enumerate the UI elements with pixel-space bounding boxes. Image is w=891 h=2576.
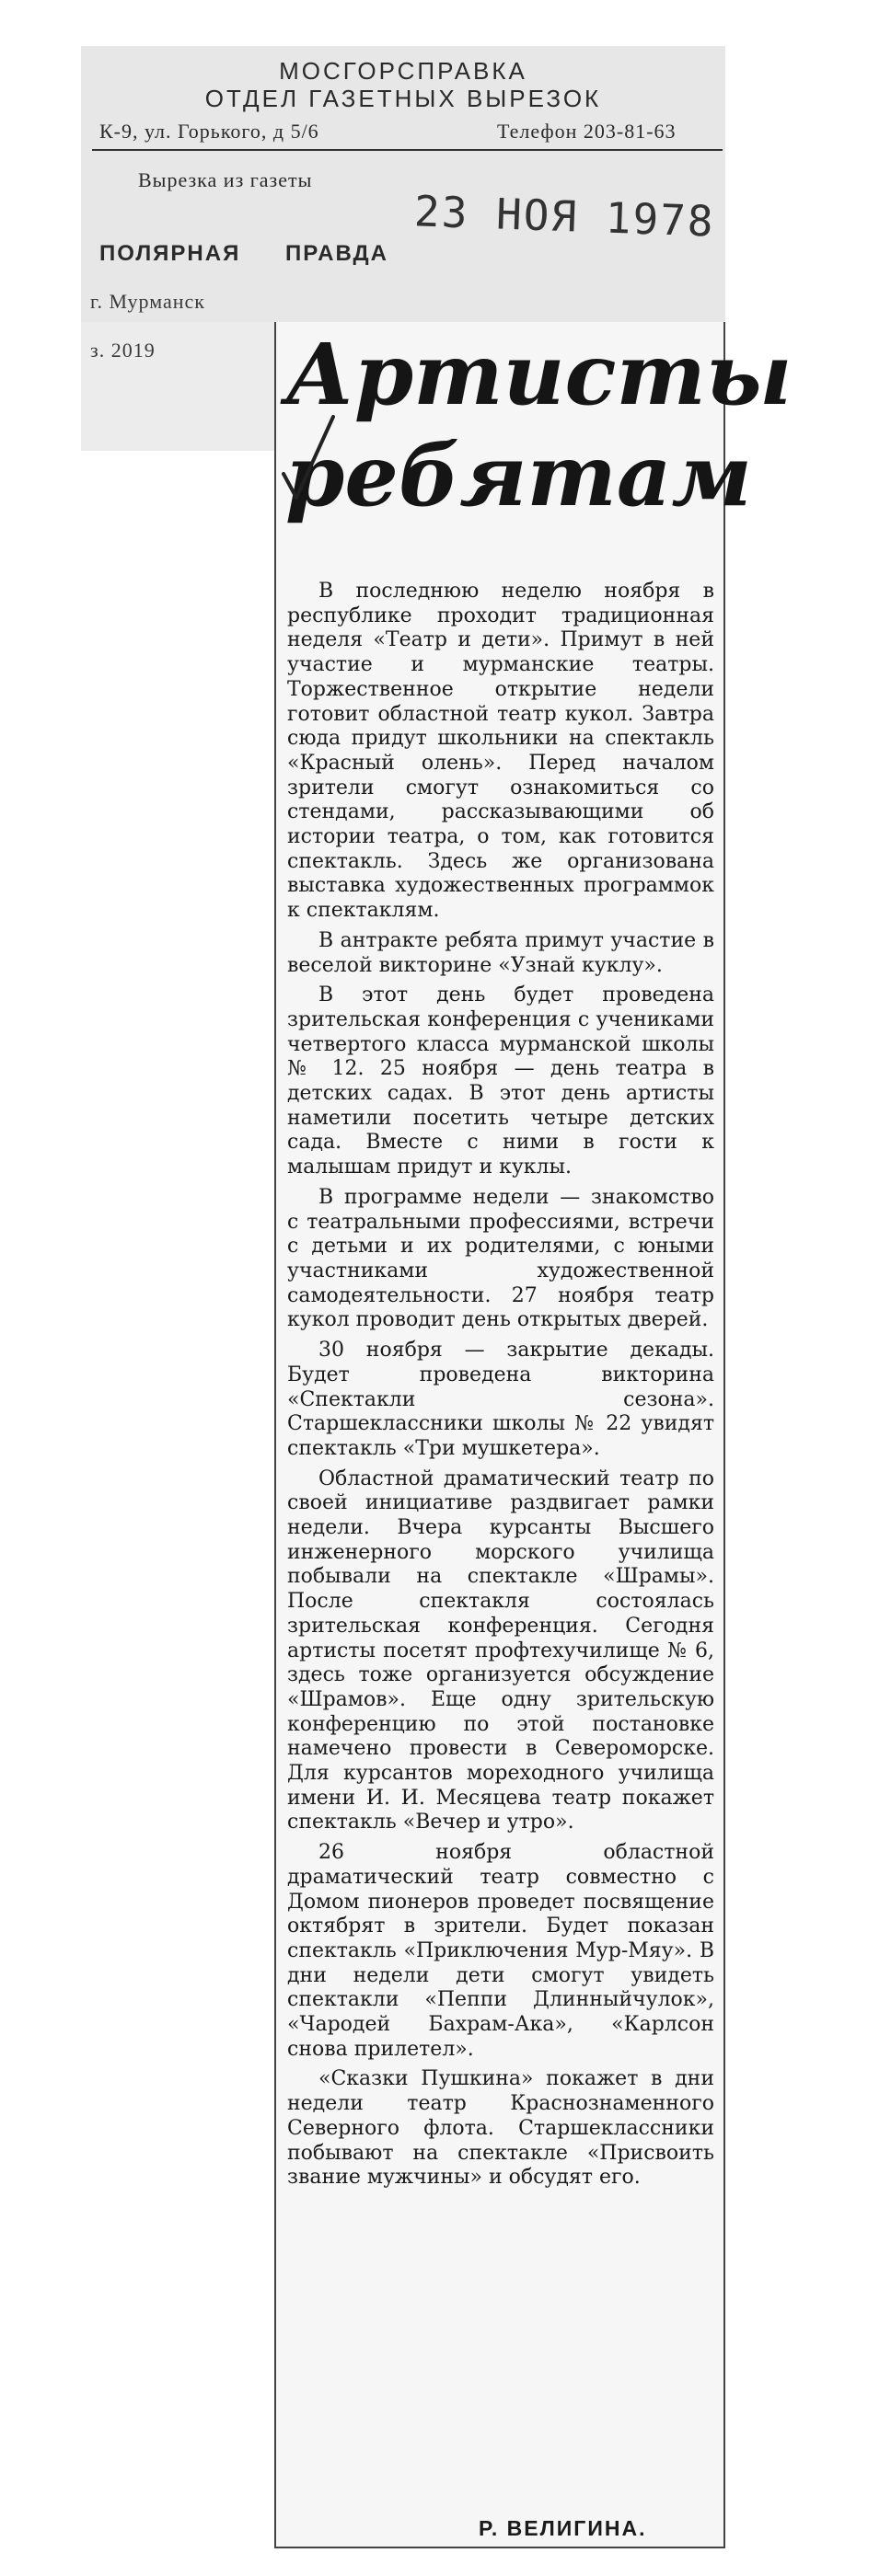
article-body bbox=[287, 580, 714, 2196]
article-headline bbox=[285, 324, 793, 526]
article-paragraph: В программе недели — знакомство с театральными профессиями, встречи с детьми и их родителями, с юными участниками художественной самодеятельности. 27 ноября театр кукол проводит день открытых дверей. bbox=[287, 1185, 714, 1332]
newspaper-name: ПОЛЯРНАЯ ПРАВДА bbox=[99, 241, 388, 266]
clipping-label: Вырезка из газеты bbox=[138, 168, 313, 191]
headline-line-1: Артисты bbox=[285, 325, 793, 424]
bureau-department: ОТДЕЛ ГАЗЕТНЫХ ВЫРЕЗОК bbox=[204, 85, 602, 112]
article-paragraph: В антракте ребята примут участие в веселой викторине «Узнай куклу». bbox=[287, 928, 714, 977]
article-paragraph: Областной драматический театр по своей инициативе раздвигает рамки недели. Вчера курсанты Высшего инженерного морского училища побывали на спектакле «Шрамы». После спектакля состоялась зрительская конференция. Сегодня артисты посетят профтехучилище № 6, здесь тоже организуется обсуждение «Шрамов». Еще одну зрительскую конференцию по этой постановке намечено провести в Североморске. Для курсантов мореходного училища имени И. И. Месяцева театр покажет спектакль «Вечер и утро». bbox=[287, 1466, 714, 1834]
article-paragraph: В последнюю неделю ноября в республике проходит традиционная неделя «Театр и дети». Примут в ней участие и мурманские театры. Торжественное открытие недели готовит областной театр кукол. Завтра сюда придут школьники на спектакль «Красный олень». Перед началом зрители смогут ознакомиться со стендами, рассказывающими об истории театра, о том, как готовится спектакль. Здесь же организована выставка художественных программок к спектаклям. bbox=[287, 580, 714, 923]
headline-line-2: ребятам bbox=[285, 426, 752, 525]
bureau-address: К-9, ул. Горького, д 5/6 bbox=[99, 120, 319, 143]
article-paragraph: «Сказки Пушкина» покажет в дни недели театр Краснознаменного Северного флота. Старшеклассники побывают на спектакле «Присвоить звание мужчины» и обсудят его. bbox=[287, 2067, 714, 2190]
order-number: з. 2019 bbox=[90, 339, 156, 362]
bureau-phone: Телефон 203-81-63 bbox=[497, 120, 677, 143]
article-author: Р. ВЕЛИГИНА. bbox=[479, 2516, 647, 2540]
article-paragraph: В этот день будет проведена зрительская конференция с учениками четвертого класса мурманской школы № 12. 25 ноября — день театра в детских садах. В этот день артисты наметили посетить четыре детских сада. Вместе с ними в гости к малышам придут и куклы. bbox=[287, 983, 714, 1179]
header-divider bbox=[92, 149, 723, 151]
check-mark-icon bbox=[276, 409, 350, 511]
date-stamp: 23 НОЯ 1978 bbox=[413, 186, 716, 247]
article-paragraph: 26 ноября областной драматический театр совместно с Домом пионеров проведет посвящение октябрят в зрители. Будет показан спектакль «Приключения Мур-Мяу». В дни недели дети смогут увидеть спектакли «Пеппи Длинныйчулок», «Чародей Бахрам-Ака», «Карлсон снова прилетел». bbox=[287, 1841, 714, 2061]
article-paragraph: 30 ноября — закрытие декады. Будет проведена викторина «Спектакли сезона». Старшеклассники школы № 22 увидят спектакль «Три мушкетера». bbox=[287, 1339, 714, 1460]
bureau-name: МОСГОРСПРАВКА bbox=[279, 57, 527, 85]
newspaper-city: г. Мурманск bbox=[90, 290, 205, 313]
